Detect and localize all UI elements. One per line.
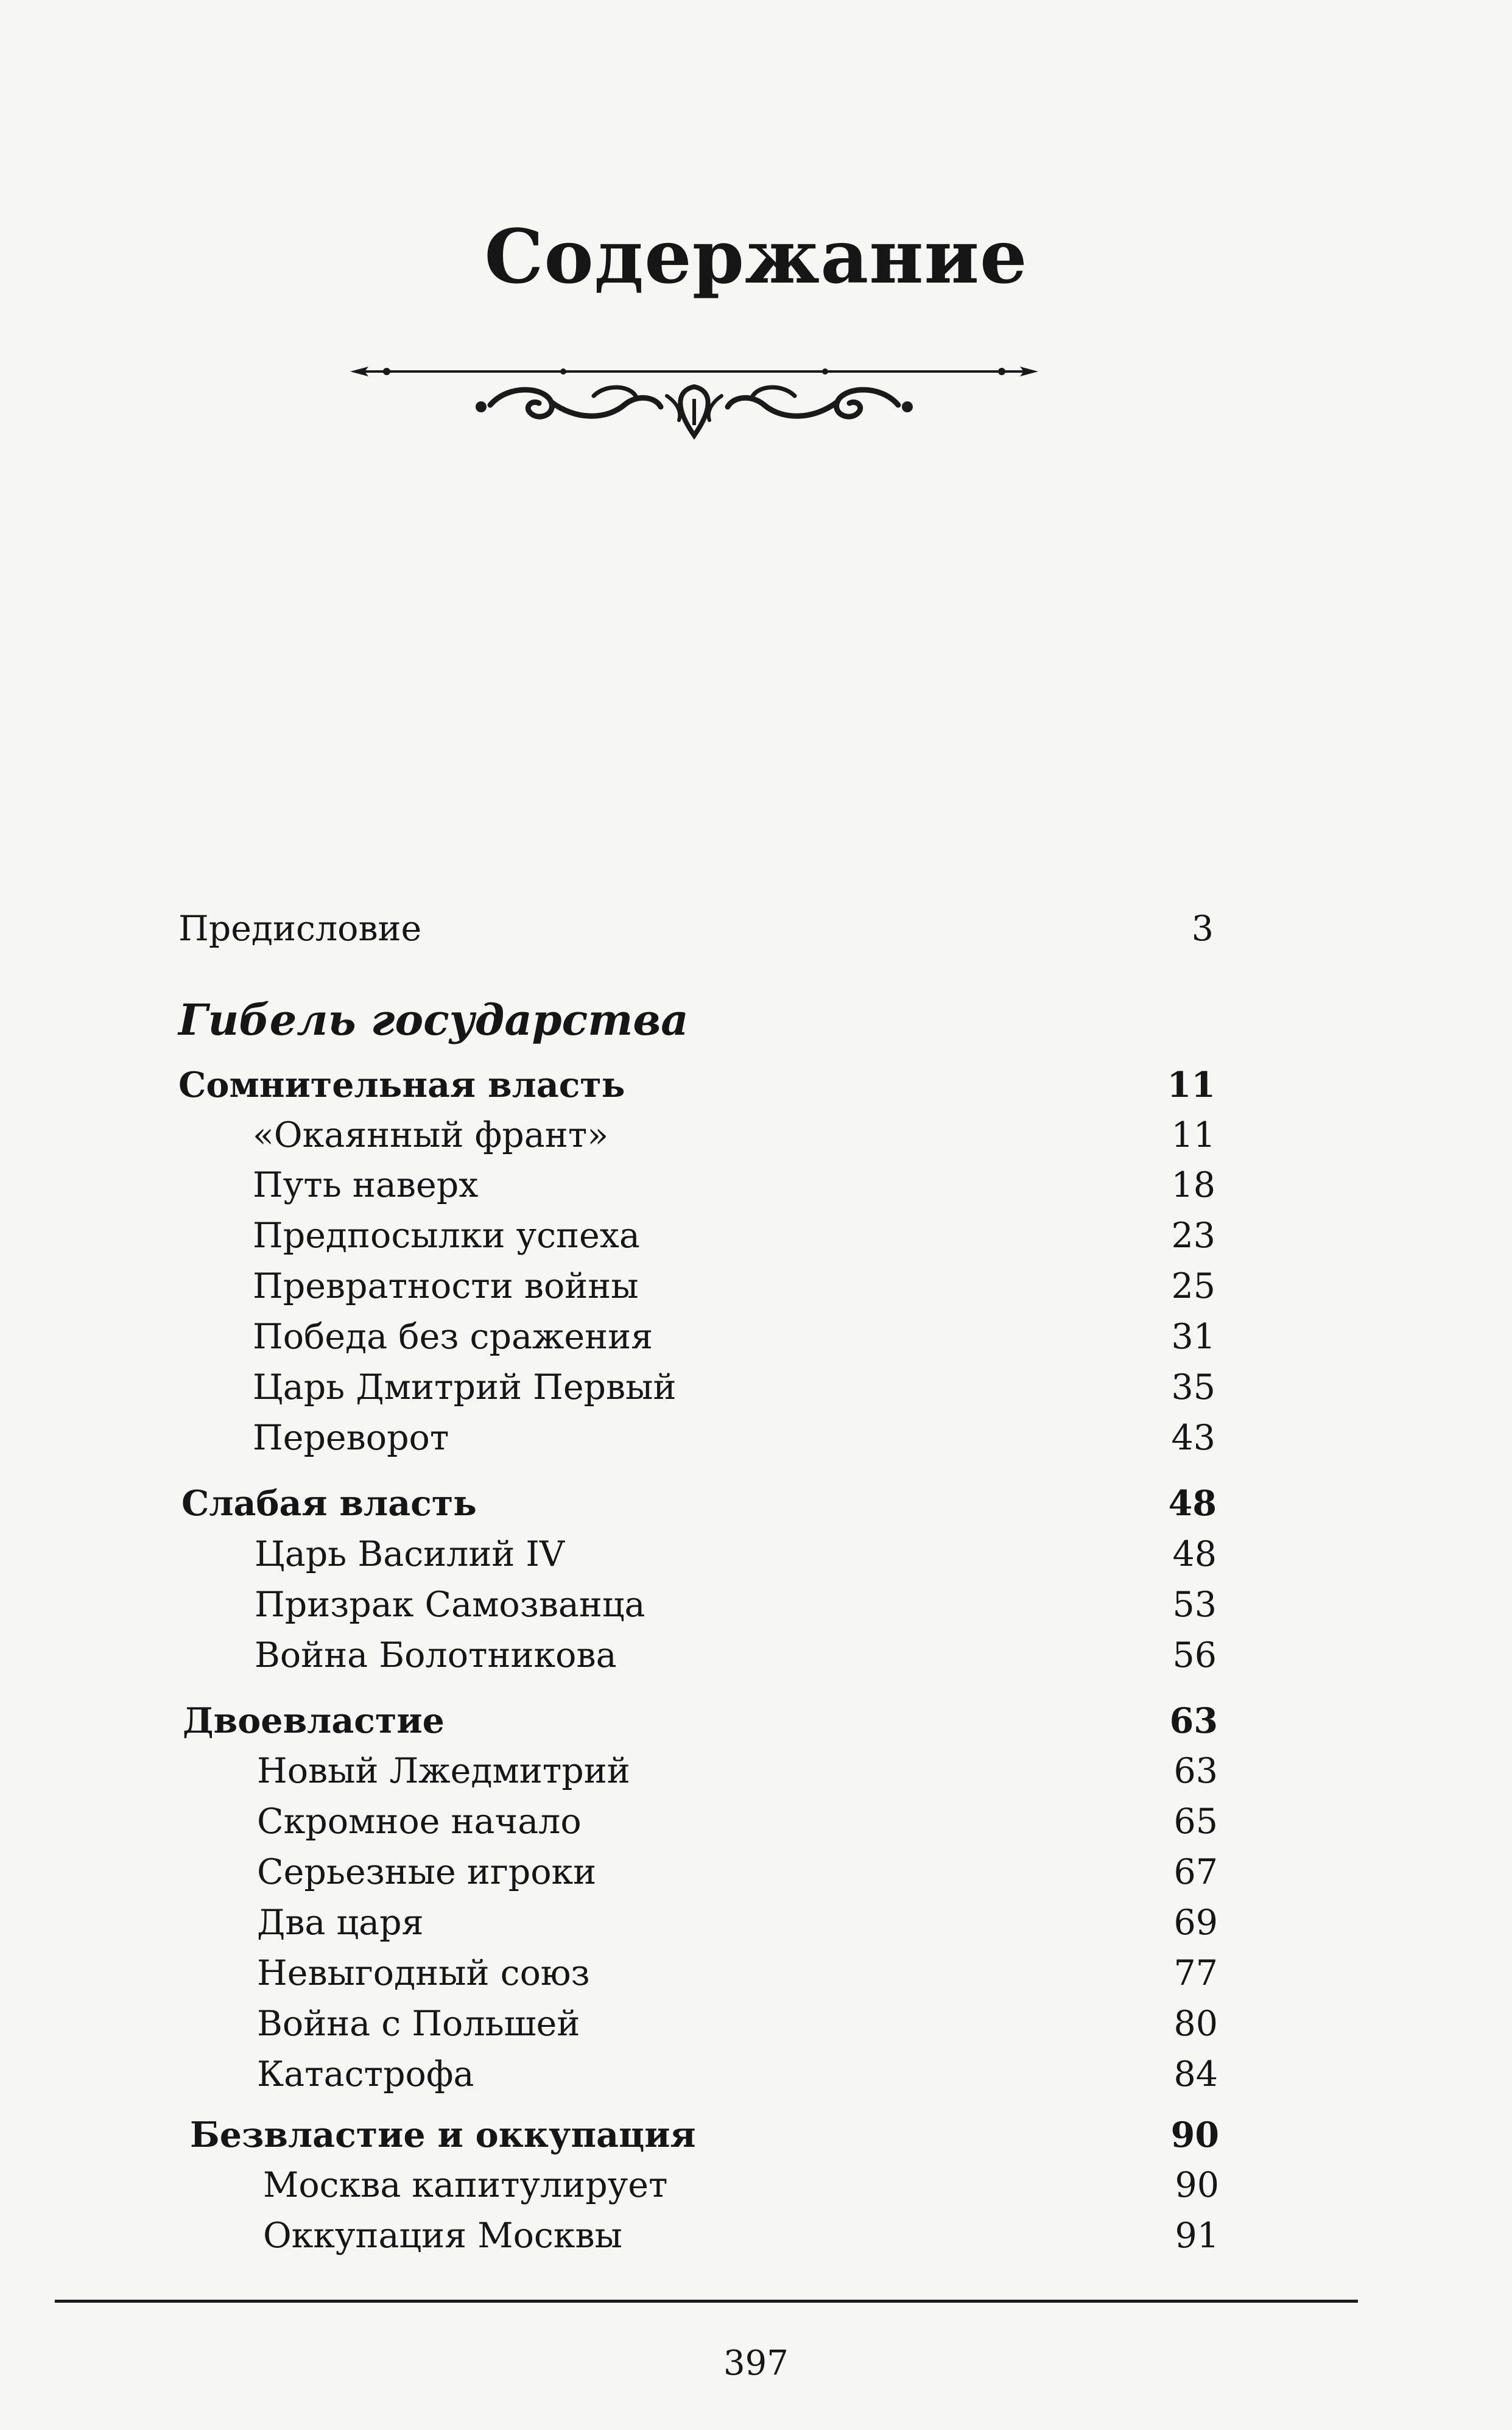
section-page: 48 — [1172, 1534, 1217, 1574]
section-page: 67 — [1173, 1852, 1218, 1892]
section-label: Новый Лжедмитрий — [257, 1751, 630, 1791]
section-entry — [255, 1534, 1217, 1580]
section-page: 23 — [1171, 1216, 1215, 1256]
chapter-title: Двоевластие — [183, 1700, 445, 1741]
section-page: 84 — [1173, 2054, 1218, 2094]
chapter-heading — [181, 1483, 1217, 1529]
section-page: 77 — [1173, 1953, 1218, 1993]
section-label: Путь наверх — [253, 1165, 479, 1205]
section-page: 65 — [1173, 1801, 1218, 1842]
section-label: Скромное начало — [257, 1801, 582, 1842]
section-entry — [257, 1801, 1218, 1847]
chapter-page: 90 — [1170, 2115, 1219, 2155]
section-label: Предпосылки успеха — [253, 1216, 640, 1256]
section-page: 18 — [1171, 1165, 1215, 1205]
section-label: «Окаянный франт» — [253, 1115, 609, 1155]
section-entry — [257, 2054, 1218, 2100]
section-page: 69 — [1173, 1903, 1218, 1943]
entry-label: Предисловие — [178, 909, 422, 949]
section-page: 63 — [1173, 1751, 1218, 1791]
section-label: Москва капитулирует — [263, 2165, 668, 2205]
section-entry — [253, 1165, 1215, 1211]
section-page: 80 — [1173, 2004, 1218, 2044]
section-entry — [253, 1317, 1215, 1362]
section-entry — [257, 1903, 1218, 1948]
section-page: 53 — [1172, 1585, 1217, 1625]
section-page: 90 — [1175, 2165, 1219, 2205]
chapter-heading — [178, 1065, 1215, 1110]
section-page: 11 — [1171, 1115, 1215, 1155]
section-page: 25 — [1171, 1266, 1215, 1306]
entry-page: 3 — [1191, 909, 1214, 949]
section-label: Превратности войны — [253, 1266, 639, 1306]
section-label: Царь Василий IV — [255, 1534, 565, 1574]
chapter-title: Безвластие и оккупация — [190, 2115, 696, 2155]
chapter-page: 63 — [1169, 1700, 1218, 1741]
section-page: 91 — [1175, 2216, 1219, 2256]
section-entry — [257, 1751, 1218, 1797]
section-label: Оккупация Москвы — [263, 2216, 622, 2256]
section-label: Невыгодный союз — [257, 1953, 590, 1993]
section-page: 31 — [1171, 1317, 1215, 1357]
footer-rule — [55, 2300, 1358, 2303]
section-page: 35 — [1171, 1367, 1215, 1407]
chapter-page: 48 — [1168, 1483, 1217, 1524]
section-page: 56 — [1172, 1635, 1217, 1675]
section-entry — [253, 1216, 1215, 1261]
section-entry — [253, 1367, 1215, 1413]
section-label: Призрак Самозванца — [255, 1585, 645, 1625]
page-title: Содержание — [484, 213, 1028, 300]
toc-entry-preface — [178, 909, 1214, 954]
section-label: Два царя — [257, 1903, 424, 1943]
section-entry — [257, 1852, 1218, 1898]
section-entry — [253, 1115, 1215, 1161]
section-label: Переворот — [253, 1418, 449, 1458]
page-number: 397 — [723, 2344, 789, 2383]
chapter-title: Сомнительная власть — [178, 1065, 625, 1105]
section-label: Победа без сражения — [253, 1317, 653, 1357]
section-label: Война с Польшей — [257, 2004, 580, 2044]
section-entry — [253, 1266, 1215, 1312]
chapter-title: Слабая власть — [181, 1483, 477, 1524]
section-entry — [257, 1953, 1218, 1999]
chapter-heading — [190, 2115, 1219, 2160]
scroll-flourish-divider-icon — [350, 353, 1038, 445]
section-label: Катастрофа — [257, 2054, 474, 2094]
section-label: Царь Дмитрий Первый — [253, 1367, 677, 1407]
section-entry — [255, 1635, 1217, 1681]
part-heading: Гибель государства — [178, 995, 689, 1045]
section-entry — [255, 1585, 1217, 1630]
section-label: Война Болотникова — [255, 1635, 617, 1675]
section-entry — [263, 2165, 1219, 2211]
chapter-page: 11 — [1167, 1065, 1215, 1105]
section-entry — [257, 2004, 1218, 2049]
chapter-heading — [183, 1700, 1218, 1746]
section-entry — [263, 2216, 1219, 2261]
section-label: Серьезные игроки — [257, 1852, 597, 1892]
section-page: 43 — [1171, 1418, 1215, 1458]
section-entry — [253, 1418, 1215, 1463]
